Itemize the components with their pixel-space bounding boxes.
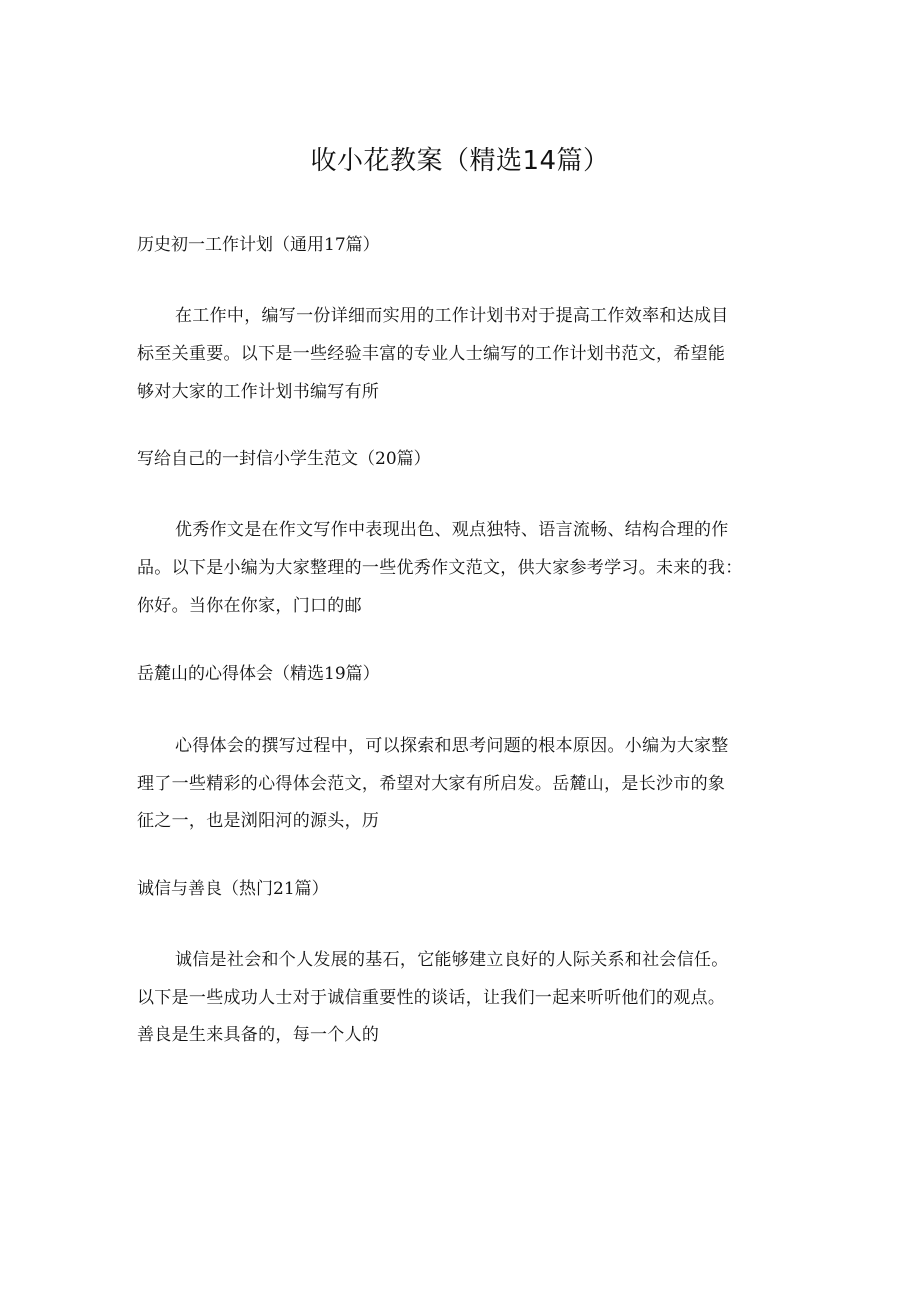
paragraph-line: 你好。当你在你家，门口的邮 <box>137 596 362 616</box>
paragraph-line: 在工作中，编写一份详细而实用的工作计划书对于提高工作效率和达成目 <box>175 306 729 326</box>
paragraph-line: 品。以下是小编为大家整理的一些优秀作文范文，供大家参考学习。未来的我： <box>137 558 743 578</box>
section-heading: 写给自己的一封信小学生范文（20篇） <box>137 449 431 469</box>
paragraph-line: 优秀作文是在作文写作中表现出色、观点独特、语言流畅、结构合理的作 <box>175 520 729 540</box>
paragraph-line: 心得体会的撰写过程中，可以探索和思考问题的根本原因。小编为大家整 <box>175 736 729 756</box>
document-title: 收小花教案（精选14篇） <box>310 146 610 176</box>
paragraph-line: 善良是生来具备的，每一个人的 <box>137 1025 380 1045</box>
section-heading: 诚信与善良（热门21篇） <box>137 879 329 899</box>
paragraph-line: 以下是一些成功人士对于诚信重要性的谈话，让我们一起来听听他们的观点。 <box>137 988 726 1008</box>
paragraph-line: 征之一，也是浏阳河的源头，历 <box>137 811 380 831</box>
section-heading: 岳麓山的心得体会（精选19篇） <box>137 664 380 684</box>
paragraph-line: 够对大家的工作计划书编写有所 <box>137 382 380 402</box>
paragraph-line: 诚信是社会和个人发展的基石，它能够建立良好的人际关系和社会信任。 <box>175 950 729 970</box>
section-heading: 历史初一工作计划（通用17篇） <box>137 235 380 255</box>
paragraph-line: 理了一些精彩的心得体会范文，希望对大家有所启发。岳麓山，是长沙市的象 <box>137 774 726 794</box>
paragraph-line: 标至关重要。以下是一些经验丰富的专业人士编写的工作计划书范文，希望能 <box>137 344 726 364</box>
